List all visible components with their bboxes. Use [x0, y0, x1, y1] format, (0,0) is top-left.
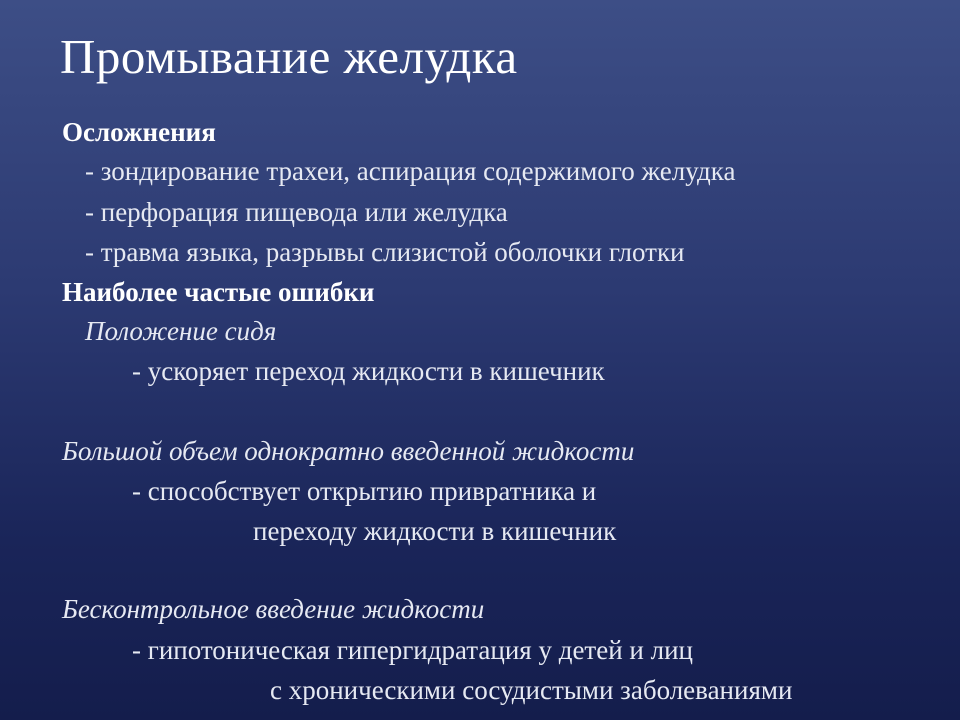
complications-heading: Осложнения: [62, 117, 216, 147]
error-uncontrolled-label: Бесконтрольное введение жидкости: [62, 594, 485, 624]
error-large-volume-effect-1: - способствует открытию привратника и: [132, 476, 597, 506]
complication-item: - травма языка, разрывы слизистой оболочки глотки: [85, 237, 685, 267]
error-sitting-effect: - ускоряет переход жидкости в кишечник: [132, 356, 605, 386]
complication-item: - перфорация пищевода или желудка: [85, 197, 508, 227]
errors-heading: Наиболее частые ошибки: [62, 277, 375, 307]
error-sitting-label: Положение сидя: [85, 316, 277, 346]
error-large-volume-label: Большой объем однократно введенной жидкости: [62, 436, 635, 466]
complication-item: - зондирование трахеи, аспирация содержимого желудка: [85, 156, 736, 186]
slide-title: Промывание желудка: [60, 29, 518, 84]
error-uncontrolled-effect-2: с хроническими сосудистыми заболеваниями: [270, 675, 793, 705]
error-large-volume-effect-2: переходу жидкости в кишечник: [253, 516, 617, 546]
error-uncontrolled-effect-1: - гипотоническая гипергидратация у детей и лиц: [132, 635, 693, 665]
